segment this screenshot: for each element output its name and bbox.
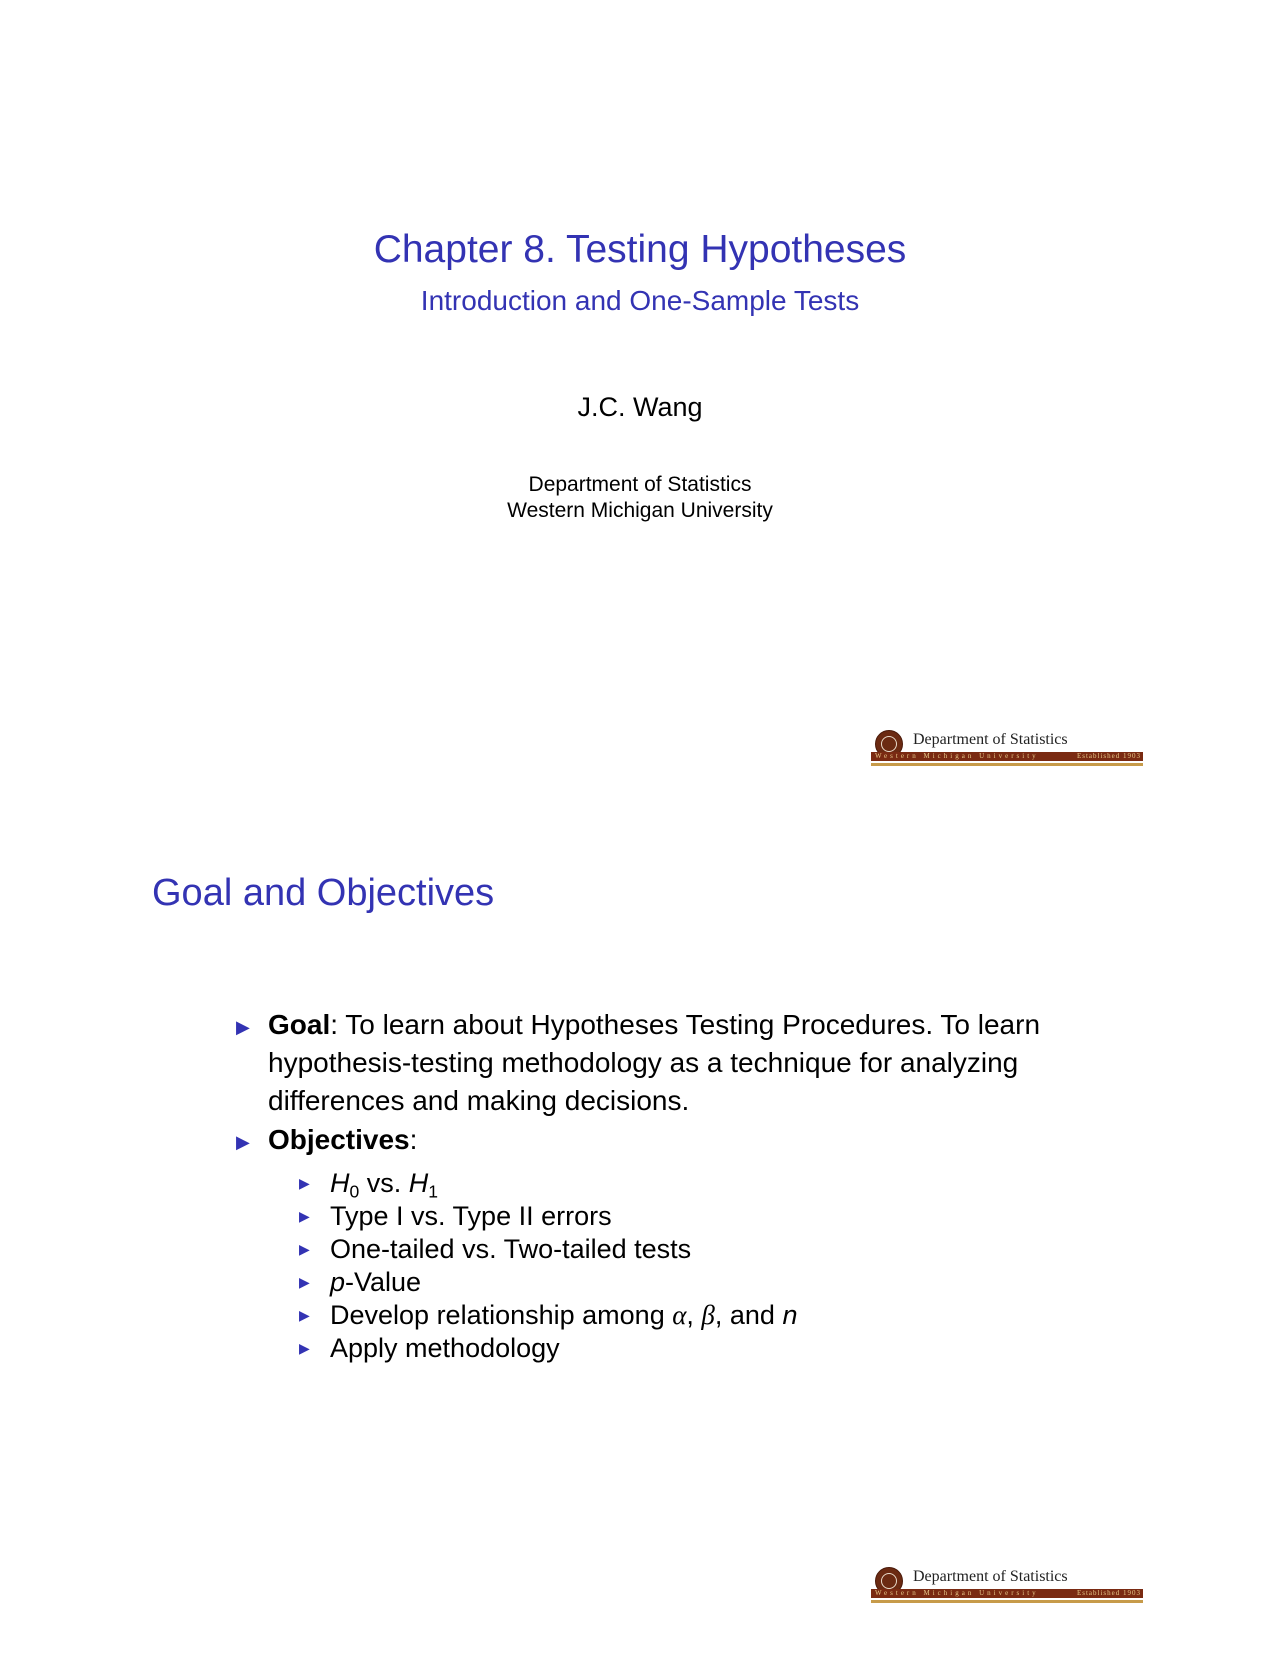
objective-item [299, 1199, 1030, 1233]
author: J.C. Wang [577, 392, 703, 422]
logo-bar-right: Established 1903 [1076, 752, 1141, 760]
math-sub: 0 [349, 1181, 360, 1202]
goal-label: Goal [268, 1009, 331, 1040]
math-p: p [330, 1267, 346, 1297]
math-sub: 1 [428, 1181, 439, 1202]
logo-bar-left: Western Michigan University [875, 752, 1039, 760]
department-logo [871, 730, 1143, 770]
logo-bar-right: Established 1903 [1076, 1589, 1141, 1597]
institute-department: Department of Statistics [528, 473, 752, 496]
bullet-triangle-icon: ▶ [299, 1340, 310, 1356]
objective-item [299, 1232, 1030, 1266]
bullet-triangle-icon: ▶ [236, 1132, 250, 1152]
text-vs: vs. [359, 1168, 409, 1198]
objective-item [299, 1331, 1030, 1365]
math-h: H [330, 1168, 350, 1198]
objective-text: Apply methodology [330, 1333, 560, 1363]
math-h: H [408, 1168, 429, 1198]
bullet-triangle-icon: ▶ [299, 1241, 310, 1257]
bullet-triangle-icon: ▶ [299, 1274, 310, 1290]
presentation-title: Chapter 8. Testing Hypotheses [373, 228, 907, 271]
frame-title: Goal and Objectives [152, 872, 495, 914]
bullet-triangle-icon: ▶ [299, 1175, 310, 1191]
text-comma: , [686, 1300, 702, 1330]
math-alpha: α [672, 1300, 687, 1330]
institute-university: Western Michigan University [507, 499, 773, 522]
logo-stripe [871, 763, 1143, 766]
list-item-objectives [236, 1121, 1068, 1159]
objectives-label: Objectives [268, 1124, 410, 1155]
objective-text: -Value [345, 1267, 422, 1297]
objective-text: Develop relationship among [330, 1300, 673, 1330]
list-item-goal [236, 1006, 1068, 1120]
presentation-subtitle: Introduction and One-Sample Tests [420, 285, 860, 316]
logo-bar-left: Western Michigan University [875, 1589, 1039, 1597]
logo-text: Department of Statistics [913, 731, 1068, 748]
goal-objectives-slide [0, 828, 1280, 1656]
logo-stripe [871, 1600, 1143, 1603]
goal-text: : To learn about Hypotheses Testing Procedures. To learn hypothesis-testing methodology as a technique for analyzing differences and making decisions. [268, 1009, 1041, 1116]
department-logo [871, 1567, 1143, 1607]
objective-text: One-tailed vs. Two-tailed tests [330, 1234, 692, 1264]
bullet-triangle-icon: ▶ [236, 1017, 250, 1037]
objective-text: Type I vs. Type II errors [330, 1201, 612, 1231]
math-beta: β [701, 1300, 715, 1330]
math-n: n [782, 1300, 798, 1330]
logo-text: Department of Statistics [913, 1568, 1068, 1585]
objectives-colon: : [409, 1124, 418, 1155]
objective-item [299, 1265, 1030, 1299]
bullet-triangle-icon: ▶ [299, 1208, 310, 1224]
objective-item [299, 1298, 1030, 1332]
text-and: , and [714, 1300, 783, 1330]
bullet-triangle-icon: ▶ [299, 1307, 310, 1323]
